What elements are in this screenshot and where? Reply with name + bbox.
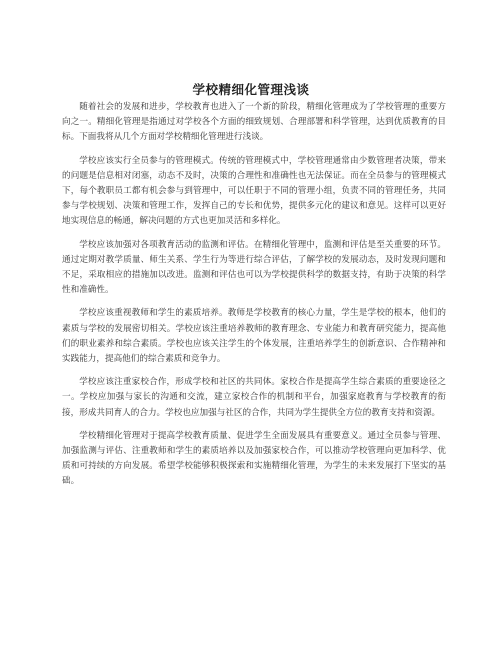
paragraph-evaluation: 学校应该加强对各项教育活动的监测和评估。在精细化管理中，监测和评估是至关重要的环节。通过定期对教学质量、师生关系、学生行为等进行综合评估，了解学校的发展动态，及时发现问题和不足，采取相应的措施加以改进。监测和评估也可以为学校提供科学的数据支持，有助于决策的科学性和准确性。 — [62, 239, 446, 296]
document-body — [62, 100, 446, 498]
paragraph-intro: 随着社会的发展和进步，学校教育也进入了一个新的阶段，精细化管理成为了学校管理的重要方向之一。精细化管理是指通过对学校各个方面的细致规划、合理部署和科学管理，达到优质教育的目标。下面我将从几个方面对学校精细化管理进行浅谈。 — [62, 102, 446, 143]
paragraph-participation: 学校应该实行全员参与的管理模式。传统的管理模式中，学校管理通常由少数管理者决策，带来的问题是信息相对闭塞，动态不及时，决策的合理性和准确性也无法保证。而在全员参与的管理模式下，每个教职员工都有机会参与到管理中，可以任职于不同的管理小组，负责不同的管理任务，共同参与学校规划、决策和管理工作，发挥自己的专长和优势，提供多元化的建议和意见。这样可以更好地实现信息的畅通，解决问题的方式也更加灵活和多样化。 — [62, 155, 446, 227]
document-title: 学校精细化管理浅谈 — [192, 82, 310, 97]
paragraph-quality: 学校应该重视教师和学生的素质培养。教师是学校教育的核心力量，学生是学校的根本，他们的素质与学校的发展密切相关。学校应该注重培养教师的教育理念、专业能力和教育研究能力，提高他们的职业素养和综合素质。学校也应该关注学生的个体发展，注重培养学生的创新意识、合作精神和实践能力，提高他们的综合素质和竞争力。 — [62, 308, 446, 365]
paragraph-conclusion: 学校精细化管理对于提高学校教育质量、促进学生全面发展具有重要意义。通过全员参与管理、加强监测与评估、注重教师和学生的素质培养以及加强家校合作，可以推动学校管理向更加科学、优质和可持续的方向发展。希望学校能够积极探索和实施精细化管理，为学生的未来发展打下坚实的基础。 — [62, 430, 446, 487]
paragraph-cooperation: 学校应该注重家校合作，形成学校和社区的共同体。家校合作是提高学生综合素质的重要途径之一。学校应加强与家长的沟通和交流，建立家校合作的机制和平台，加强家庭教育与学校教育的衔接，形成共同育人的合力。学校也应加强与社区的合作，共同为学生提供全方位的教育支持和资源。 — [62, 377, 446, 418]
